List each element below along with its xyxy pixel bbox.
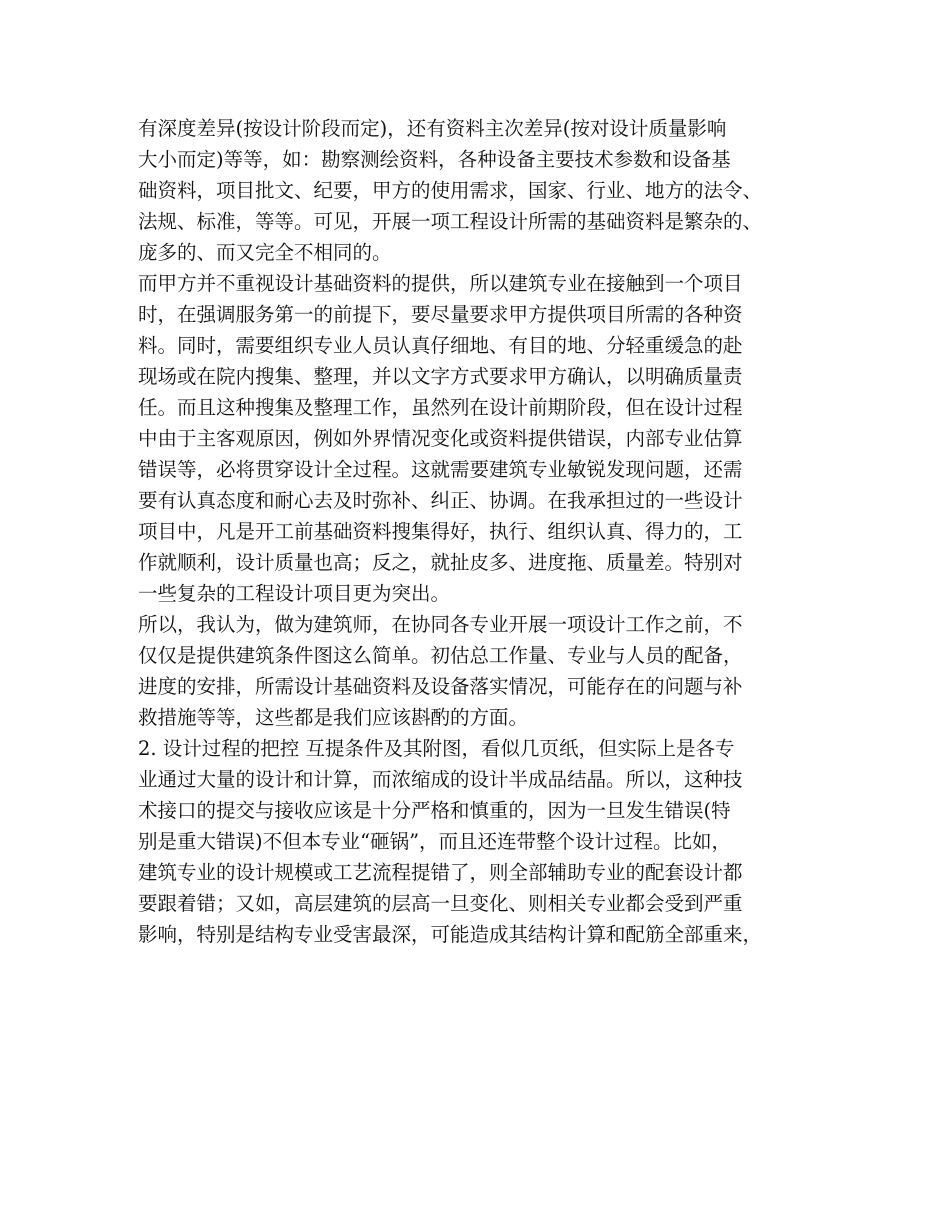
text-line: 料。同时，需要组织专业人员认真仔细地、有目的地、分轻重缓急的赴 bbox=[138, 334, 743, 357]
text-line: 任。而且这种搜集及整理工作，虽然列在设计前期阶段，但在设计过程 bbox=[138, 396, 743, 419]
text-line: 救措施等等，这些都是我们应该斟酌的方面。 bbox=[138, 706, 529, 729]
text-line: 础资料，项目批文、纪要，甲方的使用需求，国家、行业、地方的法令、 bbox=[138, 179, 763, 202]
text-line: 法规、标准，等等。可见，开展一项工程设计所需的基础资料是繁杂的、 bbox=[138, 210, 763, 233]
text-line: 时，在强调服务第一的前提下，要尽量要求甲方提供项目所需的各种资 bbox=[138, 303, 743, 326]
text-line: 2. 设计过程的把控 互提条件及其附图，看似几页纸，但实际上是各专 bbox=[138, 737, 735, 760]
text-line: 大小而定)等等，如：勘察测绘资料，各种设备主要技术参数和设备基 bbox=[138, 148, 731, 171]
text-line: 现场或在院内搜集、整理，并以文字方式要求甲方确认，以明确质量责 bbox=[138, 365, 743, 388]
text-line: 有深度差异(按设计阶段而定)，还有资料主次差异(按对设计质量影响 bbox=[138, 117, 727, 140]
text-line: 要有认真态度和耐心去及时弥补、纠正、协调。在我承担过的一些设计 bbox=[138, 489, 743, 512]
text-line: 业通过大量的设计和计算，而浓缩成的设计半成品结晶。所以，这种技 bbox=[138, 768, 743, 791]
text-line: 别是重大错误)不但本专业“砸锅”，而且还连带整个设计过程。比如， bbox=[138, 830, 732, 853]
text-line: 仅仅是提供建筑条件图这么简单。初估总工作量、专业与人员的配备， bbox=[138, 644, 743, 667]
text-line: 而甲方并不重视设计基础资料的提供，所以建筑专业在接触到一个项目 bbox=[138, 272, 743, 295]
text-line: 中由于主客观原因，例如外界情况变化或资料提供错误，内部专业估算 bbox=[138, 427, 743, 450]
text-line: 要跟着错；又如，高层建筑的层高一旦变化、则相关专业都会受到严重 bbox=[138, 892, 743, 915]
text-line: 所以，我认为，做为建筑师，在协同各专业开展一项设计工作之前，不 bbox=[138, 613, 743, 636]
text-line: 一些复杂的工程设计项目更为突出。 bbox=[138, 582, 451, 605]
text-line: 项目中，凡是开工前基础资料搜集得好，执行、组织认真、得力的，工 bbox=[138, 520, 743, 543]
text-line: 庞多的、而又完全不相同的。 bbox=[138, 241, 392, 264]
text-line: 作就顺利，设计质量也高；反之，就扯皮多、进度拖、质量差。特别对 bbox=[138, 551, 743, 574]
text-line: 建筑专业的设计规模或工艺流程提错了，则全部辅助专业的配套设计都 bbox=[138, 861, 743, 884]
text-line: 进度的安排，所需设计基础资料及设备落实情况，可能存在的问题与补 bbox=[138, 675, 743, 698]
body-text bbox=[138, 113, 818, 950]
text-line: 错误等，必将贯穿设计全过程。这就需要建筑专业敏锐发现问题，还需 bbox=[138, 458, 743, 481]
text-line: 影响，特别是结构专业受害最深，可能造成其结构计算和配筋全部重来， bbox=[138, 923, 763, 946]
text-line: 术接口的提交与接收应该是十分严格和慎重的，因为一旦发生错误(特 bbox=[138, 799, 731, 822]
